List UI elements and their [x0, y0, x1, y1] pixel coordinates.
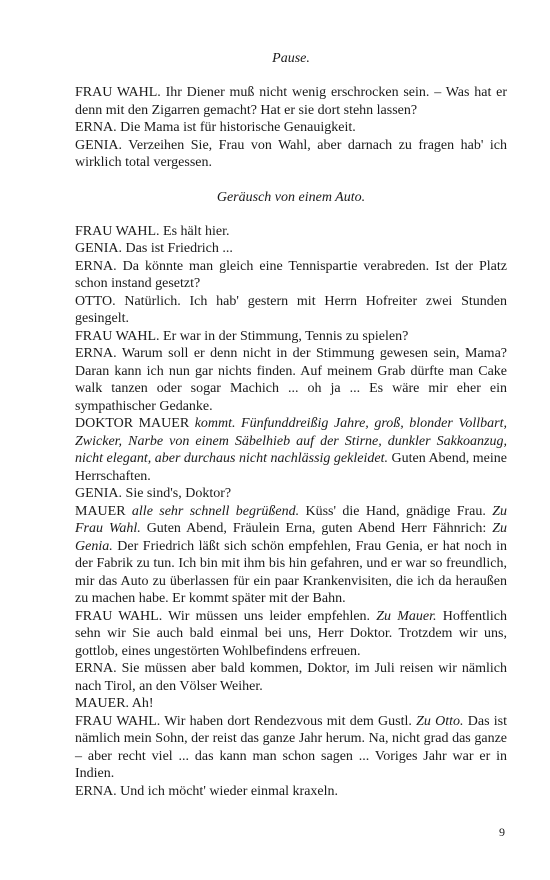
dialogue-text: Küss' die Hand, gnädige Frau. [299, 503, 493, 519]
dialogue-paragraph [75, 503, 507, 608]
dialogue-paragraph [75, 415, 507, 485]
page-number: 9 [499, 825, 505, 839]
dialogue-paragraph [75, 485, 507, 503]
dialogue-text: GENIA. Sie sind's, Doktor? [75, 486, 232, 501]
dialogue-paragraph [75, 695, 507, 713]
dialogue-text: ERNA. Die Mama ist für historische Genauigkeit. [75, 120, 356, 135]
stage-direction-car-noise: Geräusch von einem Auto. [216, 189, 366, 205]
dialogue-text: Hoffentlich sehn wir Sie auch bald einmal bei uns, Herr Doktor. Trotzdem wir uns, gottlob, eines ungestörten Wohlbefindens erfreuen. [75, 608, 508, 659]
dialogue-text: FRAU WAHL. Es hält hier. [75, 223, 230, 239]
dialogue-text: FRAU WAHL. Er war in der Stimmung, Tennis zu spielen? [75, 328, 409, 344]
dialogue-paragraph [75, 293, 507, 328]
dialogue-paragraph [75, 223, 507, 241]
dialogue-text: ERNA. Sie müssen aber bald kommen, Doktor, im Juli reisen wir nämlich nach Tirol, an den Völser Weiher. [75, 661, 507, 694]
dialogue-text: Das ist nämlich mein Sohn, der reist das ganze Jahr herum. Na, nicht grad das ganze – aber recht viel ... das kann man schon sagen ... Voriges Jahr war er in Indien. [75, 713, 507, 781]
dialogue-text: Der Friedrich läßt sich schön empfehlen, Frau Genia, er hat noch in der Fabrik zu tun. Ich bin mit ihm bis hin gefahren, und er war so freundlich, mir das Auto zu überlassen für ein paar Krankenvisiten, die ich da heraußen zu machen habe. Er kommt später mit der Bahn. [75, 538, 507, 606]
dialogue-text: FRAU WAHL. Ihr Diener muß nicht wenig erschrocken sein. – Was hat er denn mit den Zigarren gemacht? Hat er sie dort stehn lassen? [75, 85, 507, 118]
stage-direction-inline: Zu Frau Wahl. [75, 503, 508, 536]
dialogue-text: OTTO. Natürlich. Ich hab' gestern mit Herrn Hofreiter zwei Stunden gesingelt. [75, 293, 507, 326]
dialogue-paragraph [75, 258, 507, 293]
dialogue-paragraph [75, 660, 507, 695]
dialogue-paragraph [75, 328, 507, 346]
dialogue-paragraph [75, 84, 507, 119]
stage-direction-inline: kommt. Fünfunddreißig Jahre, groß, blonder Vollbart, Zwicker, Narbe von einem Säbelhieb auf der Stirne, dunkler Sakkoanzug, nicht elegant, aber durchaus nicht nachlässig gekleidet. [75, 416, 507, 466]
dialogue-paragraph [75, 608, 507, 661]
dialogue-text: FRAU WAHL. Wir haben dort Rendezvous mit dem Gustl. [75, 713, 417, 729]
stage-direction-inline: Zu Mauer. [376, 608, 437, 624]
dialogue-text: GENIA. Verzeihen Sie, Frau von Wahl, aber darnach zu fragen hab' ich wirklich total vergessen. [75, 137, 507, 170]
dialogue-text: ERNA. Und ich möcht' wieder einmal kraxeln. [75, 783, 339, 799]
stage-direction-inline: Zu Otto. [416, 713, 464, 729]
stage-direction-inline: alle sehr schnell begrüßend. [131, 503, 300, 519]
dialogue-paragraph [75, 240, 507, 258]
dialogue-paragraph [75, 783, 507, 801]
dialogue-text: ERNA. Warum soll er denn nicht in der Stimmung gewesen sein, Mama? Daran kann ich nun gar nichts finden. Auf meinem Grab dürfte man Cake walk tanzen oder sogar Machich ... oh ja ... Es wäre mir eher ein sympathischer Gedanke. [75, 346, 507, 414]
dialogue-text: ERNA. Da könnte man gleich eine Tennispartie verabreden. Ist der Platz schon instand gesetzt? [75, 258, 507, 291]
dialogue-block-1 [75, 84, 507, 172]
dialogue-text: Guten Abend, Fräulein Erna, guten Abend Herr Fähnrich: [140, 521, 493, 536]
dialogue-paragraph [75, 345, 507, 415]
dialogue-text: FRAU WAHL. Wir müssen uns leider empfehlen. [75, 608, 377, 624]
dialogue-text: MAUER [75, 503, 132, 519]
text-page [75, 50, 507, 800]
dialogue-paragraph [75, 137, 507, 172]
dialogue-paragraph [75, 119, 507, 137]
stage-direction-pause: Pause. [272, 51, 310, 66]
dialogue-text: DOKTOR MAUER [75, 416, 195, 431]
dialogue-text: MAUER. Ah! [75, 696, 154, 711]
dialogue-paragraph [75, 713, 507, 783]
dialogue-text: GENIA. Das ist Friedrich ... [75, 241, 233, 256]
stage-direction-inline: Zu Genia. [75, 521, 507, 554]
dialogue-text: Guten Abend, meine Herrschaften. [75, 451, 507, 484]
dialogue-block-2 [75, 223, 507, 801]
